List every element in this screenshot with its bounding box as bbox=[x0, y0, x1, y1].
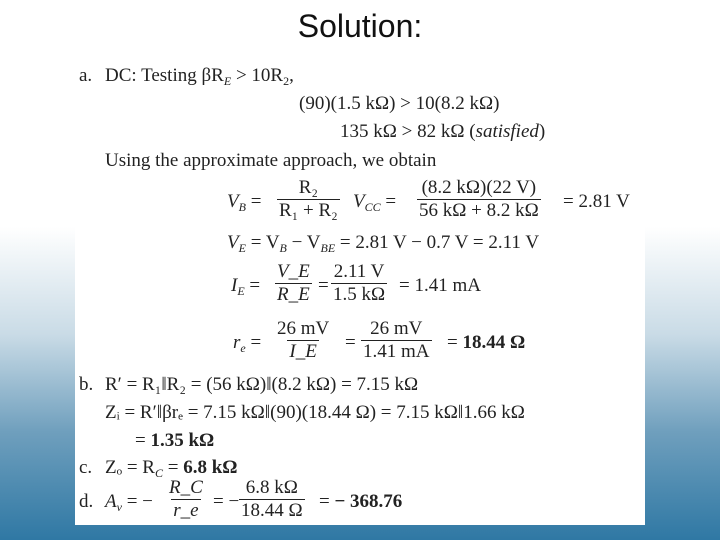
vb-lhs: $V_B$ = bbox=[227, 191, 262, 214]
approach-text: Using the approximate approach, we obtain bbox=[105, 150, 437, 171]
dc-test-line-2: (90)(1.5 kΩ) > 10(8.2 kΩ) bbox=[299, 93, 500, 114]
av-fraction-2: $\frac{6.8 k\Omega}{18.44 \Omega}$ bbox=[241, 477, 303, 521]
ie-result: = 1.41 mA bbox=[399, 275, 481, 296]
vb-vcc: $V_{CC}$ = bbox=[353, 191, 397, 214]
av-fraction-1: $\frac{R\_C}{r\_e}$ bbox=[169, 477, 203, 521]
re-eq2: = bbox=[345, 332, 356, 353]
ie-eq2: = bbox=[318, 275, 329, 296]
zi-result: = 1.35 kΩ bbox=[135, 430, 215, 451]
slide-title: Solution: bbox=[297, 8, 423, 44]
vb-result: = 2.81 V bbox=[563, 191, 630, 212]
part-d-marker: d. bbox=[79, 491, 94, 512]
av-lhs: $A_v$ = − bbox=[105, 491, 153, 514]
dc-test-line-3: 135 kΩ > 82 kΩ (satisfied) bbox=[340, 121, 546, 142]
ve-equation: $V_E = V_B - V_{BE} = 2.81$ V − 0.7 V = 2.11 V bbox=[227, 232, 540, 255]
zi-equation: Zᵢ = R′‖βrₑ = 7.15 kΩ‖(90)(18.44 Ω) = 7.15 kΩ‖1.66 kΩ bbox=[105, 402, 525, 423]
ie-lhs: $I_E$ = bbox=[231, 275, 261, 298]
part-a-marker: a. bbox=[79, 65, 93, 86]
re-fraction-2: $\frac{26 mV}{1.41 mA}$ bbox=[363, 318, 430, 362]
part-c-marker: c. bbox=[79, 457, 93, 478]
re-fraction-1: $\frac{26 mV}{I\_E}$ bbox=[277, 318, 330, 362]
re-lhs: $r_e$ = bbox=[233, 332, 262, 355]
dc-test-line: DC: Testing $\beta R_E > 10R_2$, bbox=[105, 65, 294, 88]
r-prime-equation: R′ = R₁‖R₂ = (56 kΩ)‖(8.2 kΩ) = 7.15 kΩ bbox=[105, 374, 419, 395]
vb-fraction-2: $\frac{(8.2 k\Omega)(22 V)}{56 k\Omega + 8.2 k\Omega}$ bbox=[419, 177, 539, 221]
part-b-marker: b. bbox=[79, 374, 94, 395]
ie-fraction-1: $\frac{V\_E}{R\_E}$ bbox=[277, 261, 310, 305]
re-result: = 18.44 Ω bbox=[447, 332, 526, 353]
zo-equation: $Z_o = R_C = 6.8$ kΩ bbox=[105, 457, 238, 480]
ie-fraction-2: $\frac{2.11 V}{1.5 k\Omega}$ bbox=[333, 261, 386, 305]
av-result: = − 368.76 bbox=[319, 491, 403, 512]
vb-fraction-1: $\frac{\text{R₂}}{\text{R₁ + R₂}}$ bbox=[279, 177, 338, 221]
av-eq2: = − bbox=[213, 491, 240, 512]
solution-panel bbox=[75, 65, 645, 525]
